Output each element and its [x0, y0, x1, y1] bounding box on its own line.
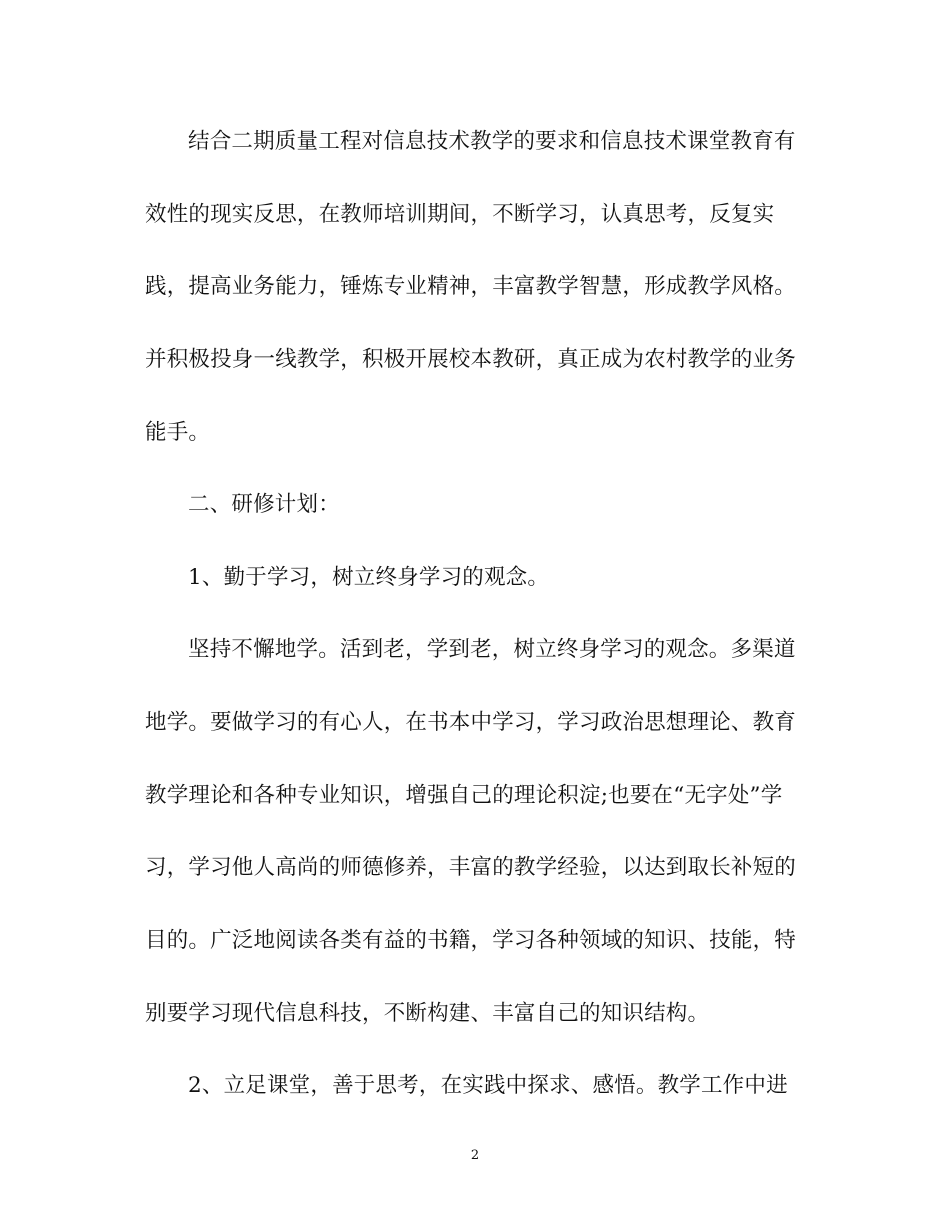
paragraph-line: 教学理论和各种专业知识，增强自己的理论积淀;也要在“无字处”学	[145, 783, 783, 808]
page-number: 2	[470, 1148, 480, 1163]
paragraph-line: 地学。要做学习的有心人，在书本中学习，学习政治思想理论、教育	[145, 710, 797, 735]
paragraph-line: 目的。广泛地阅读各类有益的书籍，学习各种领域的知识、技能，特	[145, 928, 797, 953]
subsection-heading: 1、勤于学习，树立终身学习的观念。	[188, 565, 550, 590]
paragraph-line: 坚持不懈地学。活到老，学到老，树立终身学习的观念。多渠道	[188, 637, 796, 662]
paragraph-line: 践，提高业务能力，锤炼专业精神，丰富教学智慧，形成教学风格。	[145, 274, 797, 299]
paragraph-line: 别要学习现代信息科技，不断构建、丰富自己的知识结构。	[145, 1001, 710, 1026]
paragraph-line: 习，学习他人高尚的师德修养，丰富的教学经验，以达到取长补短的	[145, 855, 797, 880]
paragraph-line: 并积极投身一线教学，积极开展校本教研，真正成为农村教学的业务	[145, 347, 797, 372]
paragraph-line: 效性的现实反思，在教师培训期间，不断学习，认真思考，反复实	[145, 202, 775, 227]
paragraph-line: 结合二期质量工程对信息技术教学的要求和信息技术课堂教育有	[188, 129, 796, 154]
section-heading: 二、研修计划：	[188, 492, 340, 517]
subsection-heading: 2、立足课堂，善于思考，在实践中探求、感悟。教学工作中进	[188, 1073, 788, 1098]
paragraph-line: 能手。	[145, 420, 211, 445]
